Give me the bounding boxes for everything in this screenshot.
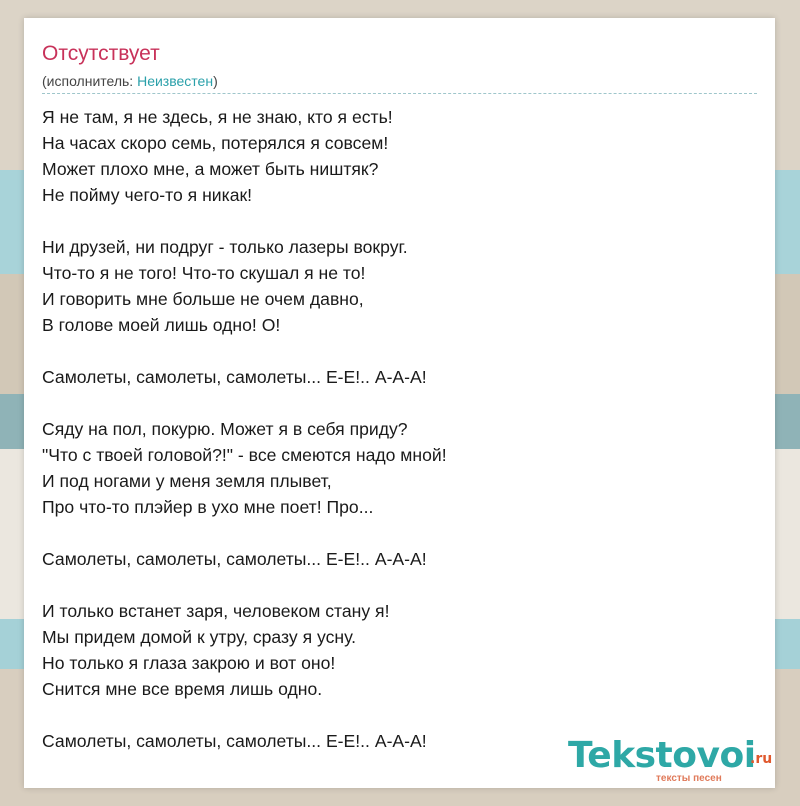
lyric-line: Про что-то плэйер в ухо мне поет! Про... — [42, 497, 374, 517]
lyric-line: И только встанет заря, человеком стану я! — [42, 601, 390, 621]
lyric-line: Что-то я не того! Что-то скушал я не то! — [42, 263, 366, 283]
lyric-line: Самолеты, самолеты, самолеты... Е-Е!.. А-А-А! — [42, 731, 427, 751]
lyric-line: Я не там, я не здесь, я не знаю, кто я есть! — [42, 107, 393, 127]
stanza-gap — [42, 520, 742, 546]
lyric-line: "Что с твоей головой?!" - все смеются надо мной! — [42, 445, 447, 465]
lyric-line: Самолеты, самолеты, самолеты... Е-Е!.. А-А-А! — [42, 549, 427, 569]
lyric-line: И под ногами у меня земля плывет, — [42, 471, 332, 491]
lyric-line: В голове моей лишь одно! О! — [42, 315, 281, 335]
lyric-line: Не пойму чего-то я никак! — [42, 185, 253, 205]
lyric-line: Но только я глаза закрою и вот оно! — [42, 653, 336, 673]
lyric-line: И говорить мне больше не очем давно, — [42, 289, 364, 309]
lyrics-text — [42, 104, 742, 754]
lyric-line: Ни друзей, ни подруг - только лазеры вокруг. — [42, 237, 408, 257]
lyric-line: Самолеты, самолеты, самолеты... Е-Е!.. А-А-А! — [42, 367, 427, 387]
logo-domain: .ru — [750, 751, 773, 767]
artist-link[interactable]: Неизвестен — [137, 73, 214, 89]
lyric-line: Снится мне все время лишь одно. — [42, 679, 323, 699]
artist-suffix: ) — [213, 73, 218, 89]
logo-tagline: тексты песен — [656, 773, 722, 784]
logo-wordmark: Tekstovoi — [568, 735, 756, 776]
lyric-line: Может плохо мне, а может быть ништяк? — [42, 159, 379, 179]
stanza-gap — [42, 390, 742, 416]
stanza-gap — [42, 208, 742, 234]
lyric-line: На часах скоро семь, потерялся я совсем! — [42, 133, 389, 153]
stanza-gap — [42, 338, 742, 364]
stanza-gap — [42, 572, 742, 598]
song-title: Отсутствует — [42, 42, 160, 65]
lyric-line: Сяду на пол, покурю. Может я в себя приду? — [42, 419, 408, 439]
artist-line — [42, 73, 218, 89]
lyric-line: Мы придем домой к утру, сразу я усну. — [42, 627, 357, 647]
site-logo[interactable] — [568, 736, 778, 782]
lyrics-card — [24, 18, 775, 788]
artist-prefix: (исполнитель: — [42, 73, 138, 89]
stanza-gap — [42, 702, 742, 728]
title-divider — [42, 93, 757, 94]
